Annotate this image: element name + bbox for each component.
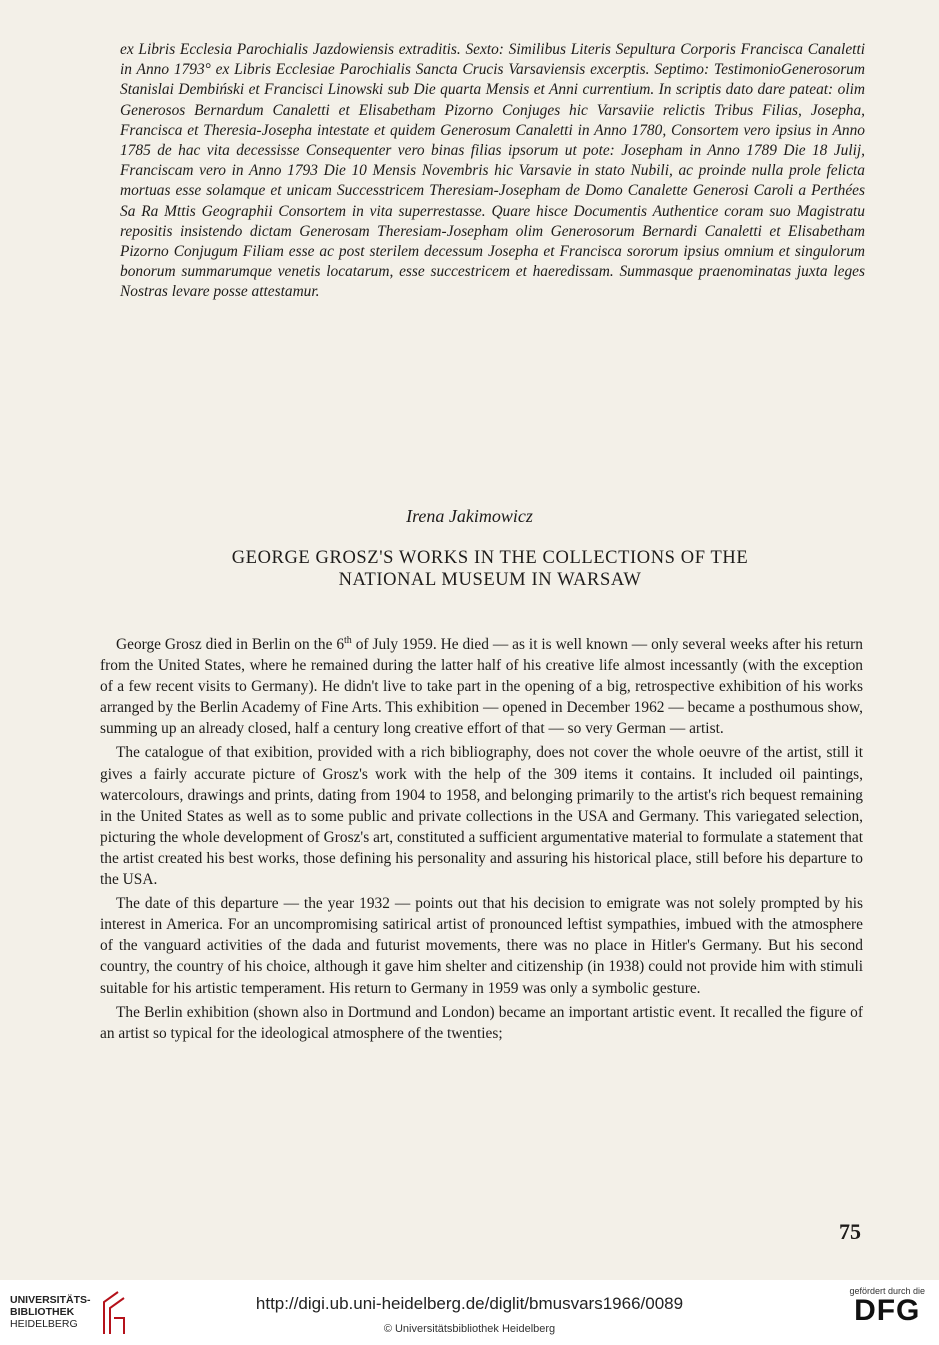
body-paragraph-1 — [100, 634, 863, 739]
viewer-footer — [0, 1280, 939, 1345]
dfg-wordmark: DFG — [854, 1294, 921, 1327]
body-paragraph-2: The catalogue of that exibition, provided with a rich bibliography, does not cover the whole oeuvre of the artist, still it gives a fairly accurate picture of Grosz's work with the help of the 309 items it contains. It included oil paintings, watercolours, drawings and prints, dating from 1904 to 1958, and belonging primarily to the artist's rich bequest remaining in the United States as well as to some public and private collections in the USA and Germany. This variegated selection, picturing the whole development of Grosz's art, constituted a sufficient argumentative material to formulate a statement that the artist created his best works, those defining his personality and assuring his historical place, still before his departure to the USA. — [100, 744, 863, 889]
title-line-1: GEORGE GROSZ'S WORKS IN THE COLLECTIONS OF THE — [231, 548, 749, 568]
copyright-notice: © Universitätsbibliothek Heidelberg — [383, 1323, 556, 1335]
para1-start: George Grosz died in Berlin on the 6 — [116, 636, 345, 653]
source-url-link[interactable]: http://digi.ub.uni-heidelberg.de/diglit/bmusvars1966/0089 — [255, 1294, 684, 1313]
article-author: Irena Jakimowicz — [406, 506, 533, 526]
latin-document-text — [120, 40, 865, 303]
body-paragraph-4: The Berlin exhibition (shown also in Dortmund and London) became an important artistic event. It recalled the figure of an artist so typical for the ideological atmosphere of the twenties; — [100, 1003, 863, 1042]
para1-rest: of July 1959. He died — as it is well known — only several weeks after his return from the United States, where he remained during the latter half of his creative life almost incessantly (with the exception of a few recent visits to Germany). He didn't live to take part in the opening of a big, retrospective exhibition of his works arranged by the Berlin Academy of Fine Arts. This exhibition — opened in December 1962 — became a posthumous show, summing up an already closed, half a century long creative effort of that — so very German — artist. — [100, 636, 864, 738]
page-number: 75 — [839, 1219, 861, 1244]
article-title — [100, 547, 880, 591]
dfg-funded-by: gefördert durch die — [849, 1286, 925, 1296]
article-body — [100, 634, 863, 1047]
latin-paragraph: ex Libris Ecclesia Parochialis Jazdowiensis extraditis. Sexto: Similibus Literis Sepultura Corporis Francisca Canaletti in Anno 1793° ex Libris Ecclesiae Parochialis Sancta Crucis Varsaviensis excerptis. Septimo: TestimonioGenerosorum Stanislai Dembiński et Francisci Linowski sub Die quarta Mensis et Anni currentium. In scriptis dato dare pateat: olim Generosos Bernardum Canaletti et Elisabetham Pizorno Conjuges hic Varsaviie relictis Tribus Filias, Josepha, Francisca et Theresia-Josepha intestate et quidem Generosum Canaletti in Anno 1780, Consortem vero ipsius in Anno 1785 de hac vita decessisse Consequenter vero binas filias ipsorum ut pote: Josepham in Anno 1789 Die 18 Julij, Franciscam vero in Anno 1793 Die 10 Mensis Novembris hic Varsavie in stato Nubili, ac proinde nulla prole felicta mortuas esse solamque et unicam Successtricem Theresiam-Josepham de Domo Canalette Generosi Caroli a Perthées Sa Ra Mttis Geographii Consortem in vita superrestasse. Quare hisce Documentis Authentice coram suo Magistratu repositis insistendo dictam Generosam Theresiam-Josepham olim Generosorum Bernardi Canaletti et Elisabetham Pizorno Conjugum Filiam esse ac post sterilem decessum Josepha et Francisca sororum ipsius omnium et singulorum bonorum summarumque venetis locatarum, esse succestricem et haeredissam. Summasque praenominatas juxta leges Nostras levare posse attestamur. — [120, 41, 865, 301]
library-line-3: HEIDELBERG — [10, 1318, 78, 1330]
title-line-2: NATIONAL MUSEUM IN WARSAW — [338, 570, 642, 590]
dfg-logo — [849, 1286, 925, 1326]
library-line-1: UNIVERSITÄTS- — [10, 1294, 91, 1306]
body-paragraph-3: The date of this departure — the year 1932 — points out that his decision to emigrate was not solely prompted by his interest in America. For an uncompromising satirical artist of pronounced leftist sympathies, imbued with the atmosphere of the vanguard activities of the dada and futurist movements, there was no place in Hitler's Germany. But his second country, the country of his choice, although it gave him shelter and citizenship (in 1938) could not provide him with stimuli suitable for his artistic temperament. His return to Germany in 1959 was only a symbolic gesture. — [100, 895, 863, 997]
para1-superscript: th — [344, 634, 352, 646]
library-line-2: BIBLIOTHEK — [10, 1306, 75, 1318]
